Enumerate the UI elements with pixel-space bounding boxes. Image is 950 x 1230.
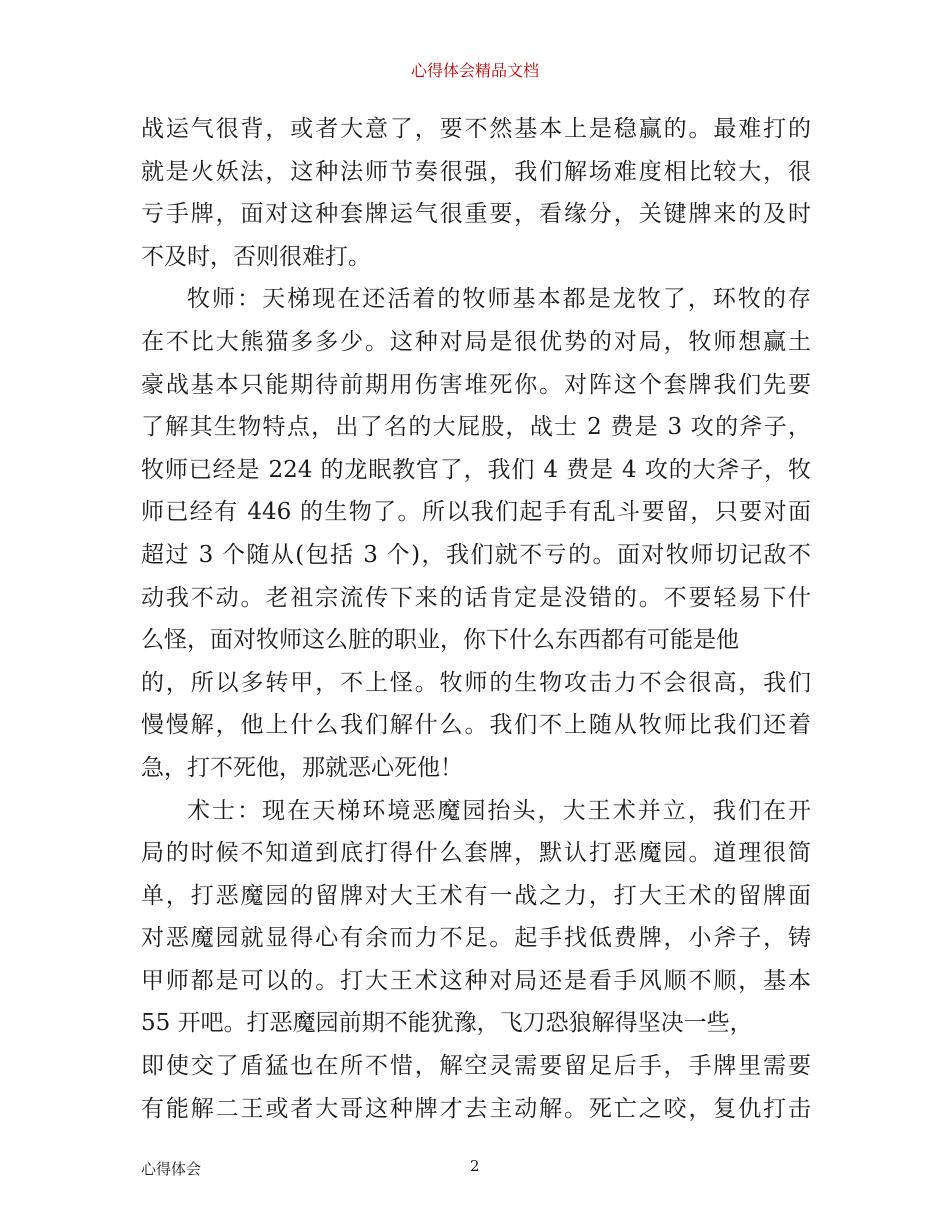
text-line: 师已经有 446 的生物了。所以我们起手有乱斗要留，只要对面 [141, 499, 811, 526]
text-line: 豪战基本只能期待前期用伤害堆死你。对阵这个套牌我们先要 [141, 371, 811, 398]
text-line: 局的时候不知道到底打得什么套牌，默认打恶魔园。道理很简 [141, 840, 811, 867]
text-line: 55 开吧。打恶魔园前期不能犹豫，飞刀恐狼解得坚决一些， [141, 1010, 753, 1037]
text-line: 在不比大熊猫多多少。这种对局是很优势的对局，牧师想赢土 [141, 328, 811, 355]
page-number: 2 [470, 1157, 480, 1175]
text-line: 单，打恶魔园的留牌对大王术有一战之力，打大王术的留牌面 [141, 882, 811, 909]
text-line: 超过 3 个随从(包括 3 个)，我们就不亏的。面对牧师切记敌不 [141, 541, 811, 568]
document-body [141, 108, 811, 1130]
text-line: 对恶魔园就显得心有余而力不足。起手找低费牌，小斧子，铸 [141, 925, 811, 952]
text-line: 急，打不死他，那就恶心死他！ [141, 754, 463, 781]
text-line: 术士：现在天梯环境恶魔园抬头，大王术并立，我们在开 [187, 797, 811, 824]
text-line: 不及时，否则很难打。 [141, 243, 371, 270]
text-line: 甲师都是可以的。打大王术这种对局还是看手风顺不顺，基本 [141, 967, 811, 994]
text-line: 牧师已经是 224 的龙眠教官了，我们 4 费是 4 攻的大斧子，牧 [141, 456, 811, 483]
text-line: 了解其生物特点，出了名的大屁股，战士 2 费是 3 攻的斧子， [141, 414, 811, 441]
text-line: 就是火妖法，这种法师节奏很强，我们解场难度相比较大，很 [141, 158, 811, 185]
text-line: 么怪，面对牧师这么脏的职业，你下什么东西都有可能是他 [141, 627, 739, 654]
text-line: 即使交了盾猛也在所不惜，解空灵需要留足后手，手牌里需要 [141, 1053, 811, 1080]
text-line: 有能解二王或者大哥这种牌才去主动解。死亡之咬，复仇打击 [141, 1095, 811, 1122]
text-line: 动我不动。老祖宗流传下来的话肯定是没错的。不要轻易下什 [141, 584, 811, 611]
text-line: 战运气很背，或者大意了，要不然基本上是稳赢的。最难打的 [141, 116, 811, 142]
text-line: 慢慢解，他上什么我们解什么。我们不上随从牧师比我们还着 [141, 712, 811, 739]
text-line: 牧师：天梯现在还活着的牧师基本都是龙牧了，环牧的存 [187, 286, 811, 313]
footer-label: 心得体会 [141, 1160, 202, 1178]
text-line: 亏手牌，面对这种套牌运气很重要，看缘分，关键牌来的及时 [141, 201, 811, 228]
page-header-title: 心得体会精品文档 [410, 61, 539, 80]
text-line: 的，所以多转甲，不上怪。牧师的生物攻击力不会很高，我们 [141, 669, 811, 696]
